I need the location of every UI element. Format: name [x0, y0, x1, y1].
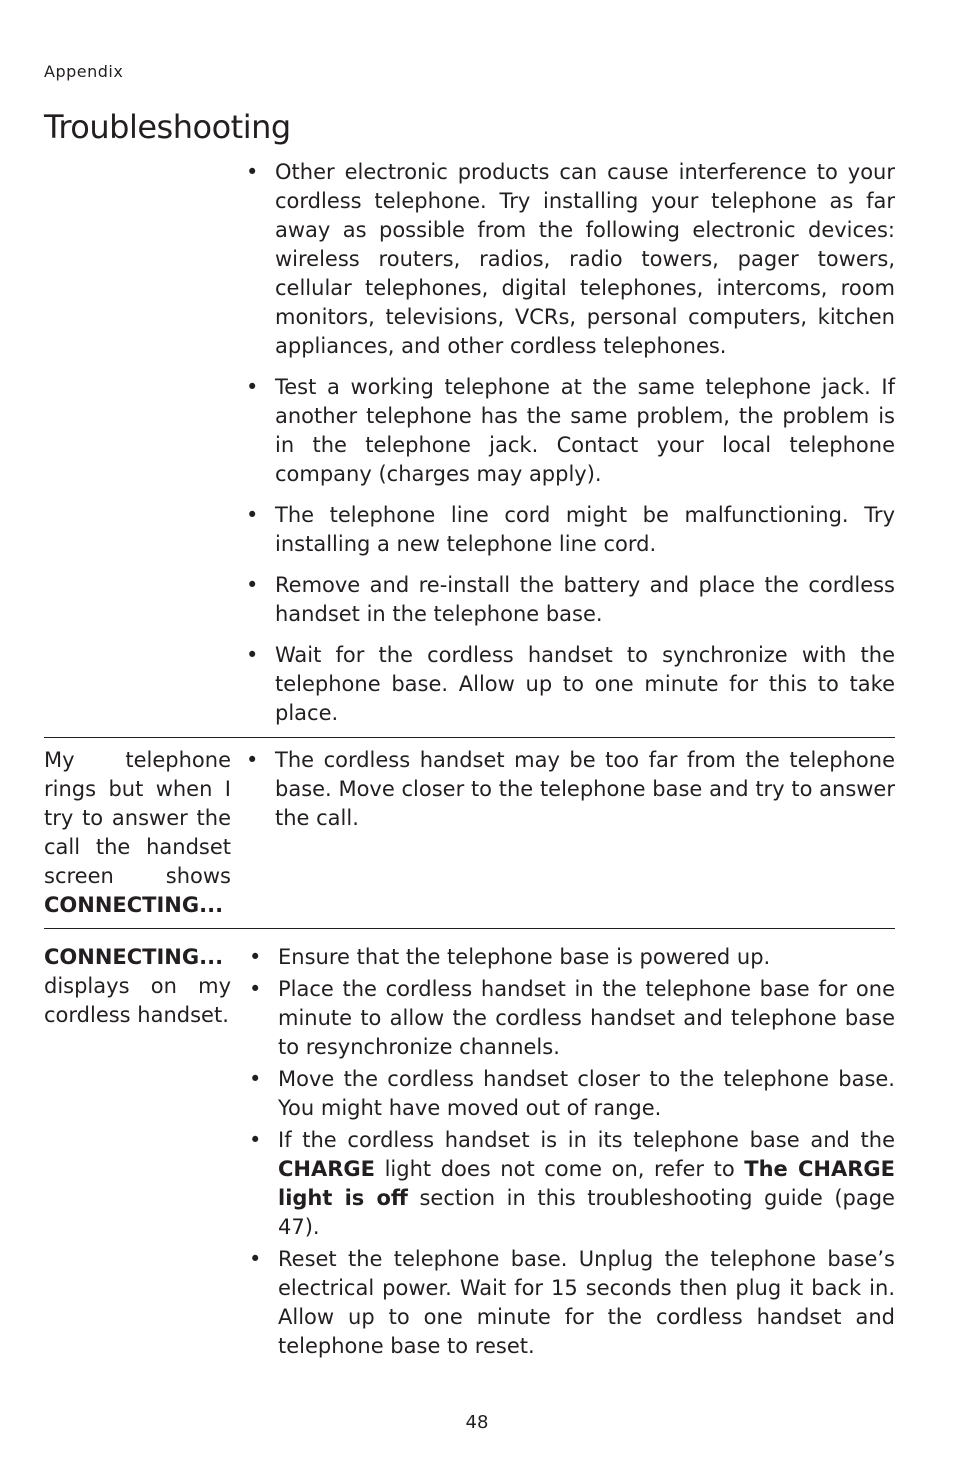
bullet-icon: • — [246, 573, 259, 597]
list-item-text: The telephone line cord might be malfunctioning. Try installing a new telephone line cord. — [275, 503, 895, 556]
bullet-icon: • — [246, 503, 259, 527]
list-item — [249, 1245, 895, 1361]
condition-connecting-displays — [44, 943, 231, 1030]
bullet-icon: • — [246, 748, 259, 772]
list-item-text: light does not come on, refer to — [384, 1157, 735, 1181]
bullet-list-interference — [246, 158, 895, 740]
list-item-text: Wait for the cordless handset to synchronize with the telephone base. Allow up to one minute for this to take place. — [275, 643, 895, 725]
list-item — [246, 158, 895, 361]
list-item-text: Reset the telephone base. Unplug the telephone base’s electrical power. Wait for 15 seconds then plug it back in. Allow up to one minute for the cordless handset and telephone base to reset. — [278, 1247, 895, 1358]
list-item-text: section in this troubleshooting guide (page 47). — [278, 1186, 895, 1239]
charge-label: CHARGE — [278, 1157, 375, 1181]
condition-status: CONNECTING... — [44, 893, 224, 917]
bullet-icon: • — [246, 643, 259, 667]
list-item-text: Place the cordless handset in the telephone base for one minute to allow the cordless handset and telephone base to resynchronize channels. — [278, 977, 895, 1059]
page-number: 48 — [465, 1412, 489, 1433]
condition-status: CONNECTING... — [44, 945, 224, 969]
bullet-icon: • — [249, 1247, 262, 1271]
bullet-list-too-far — [246, 746, 895, 833]
list-item — [249, 975, 895, 1062]
section-reference: The CHARGE light is off — [278, 1157, 895, 1210]
list-item — [246, 746, 895, 833]
list-item — [246, 571, 895, 629]
bullet-icon: • — [249, 945, 262, 969]
list-item-text: Remove and re-install the battery and place the cordless handset in the telephone base. — [275, 573, 895, 626]
list-item-text: Other electronic products can cause interference to your cordless telephone. Try installing your telephone as far away as possible from the following electronic devices: wireless routers, radios, radio towers, pager towers, cellular telephones, digital telephones, intercoms, room monitors, televisions, VCRs, personal computers, kitchen appliances, and other cordless telephones. — [275, 160, 895, 358]
bullet-icon: • — [249, 1067, 262, 1091]
bullet-icon: • — [246, 375, 259, 399]
condition-rings-connecting — [44, 746, 231, 920]
list-item — [246, 501, 895, 559]
divider — [44, 737, 895, 738]
list-item-text: Test a working telephone at the same telephone jack. If another telephone has the same problem, the problem is in the telephone jack. Contact your local telephone company (charges may apply). — [275, 375, 895, 486]
bullet-icon: • — [246, 160, 259, 184]
list-item-text: The cordless handset may be too far from the telephone base. Move closer to the telephone base and try to answer the call. — [275, 748, 895, 830]
list-item — [249, 1126, 895, 1242]
bullet-list-connecting — [249, 943, 895, 1364]
bullet-icon: • — [249, 977, 262, 1001]
list-item-text: If the cordless handset is in its telephone base and the — [278, 1128, 895, 1152]
list-item — [246, 641, 895, 728]
divider — [44, 928, 895, 929]
list-item-text: Ensure that the telephone base is powered up. — [278, 945, 771, 969]
list-item — [246, 373, 895, 489]
list-item-text: Move the cordless handset closer to the telephone base. You might have moved out of range. — [278, 1067, 895, 1120]
condition-text: displays on my cordless handset. — [44, 974, 231, 1027]
list-item — [249, 1065, 895, 1123]
bullet-icon: • — [249, 1128, 262, 1152]
condition-text: My telephone rings but when I try to answer the call the handset screen shows — [44, 748, 231, 888]
section-label: Appendix — [44, 62, 124, 81]
page-title: Troubleshooting — [44, 108, 291, 146]
list-item — [249, 943, 895, 972]
